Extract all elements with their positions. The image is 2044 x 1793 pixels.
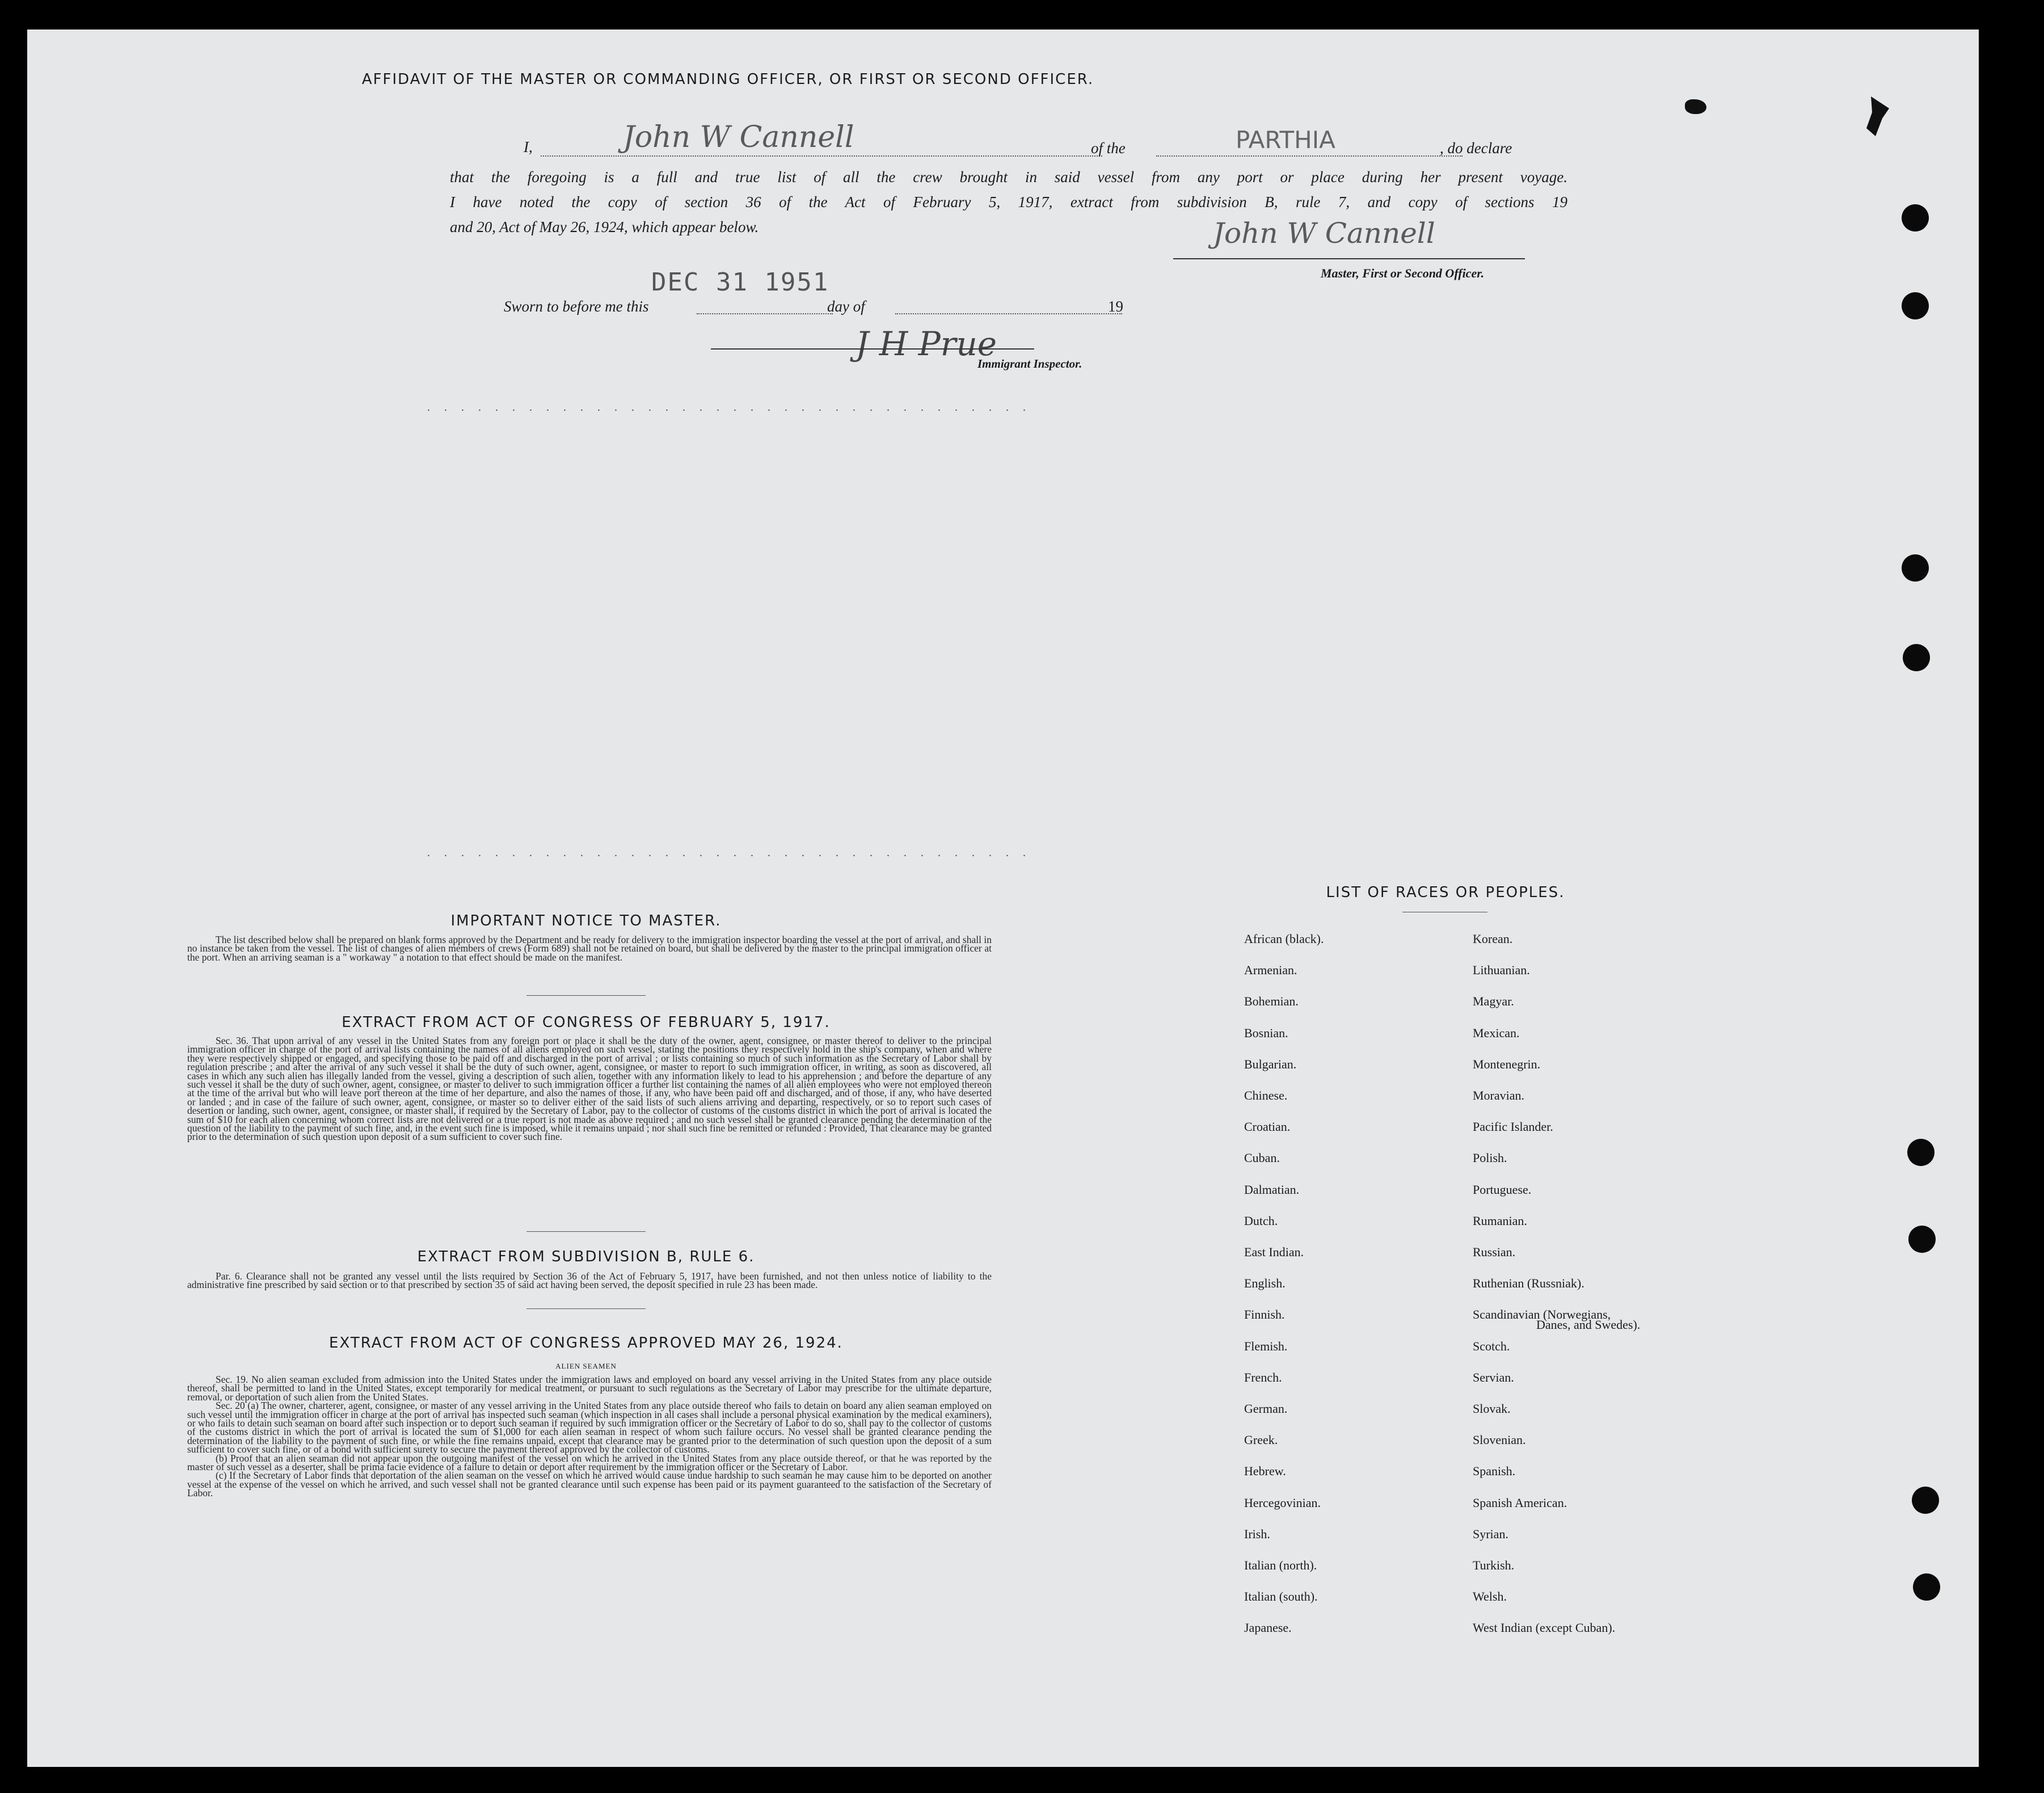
sworn-day-line <box>697 313 833 314</box>
affidavit-line-2: I have noted the copy of section 36 of the Act of February 5, 1917, extract from subdivision B, rule 7, and copy of sections 19 <box>450 193 1567 211</box>
punch-hole <box>1912 1487 1939 1514</box>
extract-1917-title: EXTRACT FROM ACT OF CONGRESS OF FEBRUARY 5, 1917. <box>342 1014 831 1031</box>
subdivision-title: EXTRACT FROM SUBDIVISION B, RULE 6. <box>417 1248 755 1265</box>
right-race-item: Rumanian. <box>1473 1213 1527 1228</box>
left-race-item: Italian (north). <box>1244 1558 1317 1572</box>
sec-20c-paragraph: (c) If the Secretary of Labor finds that deportation of the alien seaman on the vessel on which he arrived would cause undue hardship to such seaman he may cause him to be deported on another vessel at the expense of the vessel on which he arrived, and such vessel shall not be granted clearance until such expense has been paid or its payment guaranteed to the satisfaction of the Secretary of Labor. <box>187 1470 992 1499</box>
right-race-item: Scandinavian (Norwegians, <box>1473 1307 1611 1322</box>
affidavit-title: AFFIDAVIT OF THE MASTER OR COMMANDING OFFICER, OR FIRST OR SECOND OFFICER. <box>361 71 1094 88</box>
vessel-line <box>1156 155 1463 157</box>
subdivision-text <box>187 1272 992 1290</box>
right-race-item: Servian. <box>1473 1370 1514 1384</box>
notice-text <box>187 936 992 962</box>
inspector-signature: J H Prue <box>855 325 997 363</box>
punch-hole <box>1908 1226 1936 1253</box>
sworn-label: Sworn to before me this <box>504 298 649 315</box>
left-race-item: Dalmatian. <box>1244 1182 1300 1197</box>
left-race-item: Finnish. <box>1244 1307 1285 1322</box>
left-race-item: French. <box>1244 1370 1282 1384</box>
document-page <box>27 30 1979 1767</box>
left-race-item: Flemish. <box>1244 1339 1288 1353</box>
signature-caption: Master, First or Second Officer. <box>1321 266 1485 280</box>
day-of-label: day of <box>827 298 865 315</box>
inspector-line <box>711 348 1034 350</box>
punch-hole <box>1902 292 1929 319</box>
left-race-item: Bulgarian. <box>1244 1057 1297 1071</box>
notice-paragraph: The list described below shall be prepared on blank forms approved by the Department and be ready for delivery to the immigration inspector boarding the vessel at the port of arrival, and shall in no instance be taken from the vessel. The list of changes of alien members of crews (Form 689) shall not be retained on board, but shall be delivered by the master to the principal immigration officer at the port. When an arriving seaman is a " workaway " a notation to that effect should be made on the manifest. <box>187 934 992 963</box>
master-signature: John W Cannell <box>1213 217 1435 250</box>
right-race-item: Spanish. <box>1473 1464 1516 1479</box>
right-race-item: West Indian (except Cuban). <box>1473 1621 1616 1635</box>
sec-20b-paragraph: (b) Proof that an alien seaman did not appear upon the outgoing manifest of the vessel on which he arrived in the United States from any place outside thereof, or that he was reported by the master of such vessel as a deserter, shall be prima facie evidence of a failure to detain or deport after requirement by the immigration officer or the Secretary of Labor. <box>187 1452 992 1473</box>
divider <box>526 1231 646 1232</box>
left-race-item: Hebrew. <box>1244 1464 1286 1479</box>
left-race-item: Cuban. <box>1244 1151 1280 1165</box>
affidavit-line-3: and 20, Act of May 26, 1924, which appear below. <box>450 218 759 235</box>
right-race-item: Slovenian. <box>1473 1433 1526 1447</box>
left-race-item: Hercegovinian. <box>1244 1495 1321 1510</box>
right-race-item: Mexican. <box>1473 1025 1520 1040</box>
race-scandinavian-continued: Danes, and Swedes). <box>1536 1318 1641 1332</box>
divider <box>526 995 646 996</box>
right-race-item: Syrian. <box>1473 1526 1508 1541</box>
left-race-item: Chinese. <box>1244 1088 1288 1102</box>
right-race-item: Montenegrin. <box>1473 1057 1541 1071</box>
left-race-item: Armenian. <box>1244 963 1297 978</box>
right-race-item: Welsh. <box>1473 1589 1507 1604</box>
affidavit-line-1: that the foregoing is a full and true list of all the crew brought in said vessel from any port or place during her present voyage. <box>450 169 1567 186</box>
left-race-item: Dutch. <box>1244 1213 1278 1228</box>
sec-20a-paragraph: Sec. 20 (a) The owner, charterer, agent, consignee, or master of any vessel arriving in the United States from any place outside thereof who fails to detain on board any alien seaman employed on such vessel until the immigration officer in charge at the port of arrival has inspected such seaman (which inspection in all cases shall include a personal physical examination by the medical examiners), or who fails to detain such seaman on board after such inspection or to deport such seaman if required by such immigration officer or the Secretary of Labor to do so, shall pay to the collector of customs of the customs district in which the port of arrival is located the sum of $1,000 for each alien seaman in respect of whom such failure occurs. No vessel shall be granted clearance pending the determination of the liability to the payment of such fine, or while the fine remains unpaid, except that clearance may be granted prior to the determination of such question upon the deposit of a sum sufficient to cover such fine, or of a bond with sufficient surety to secure the payment thereof approved by the collector of customs. <box>187 1400 992 1455</box>
right-race-item: Pacific Islander. <box>1473 1119 1553 1134</box>
extract-1924-title: EXTRACT FROM ACT OF CONGRESS APPROVED MAY 26, 1924. <box>329 1335 843 1352</box>
extract-1917-text <box>187 1037 992 1142</box>
right-race-item: Polish. <box>1473 1151 1507 1165</box>
date-stamp: DEC 31 1951 <box>651 268 829 297</box>
right-race-item: Turkish. <box>1473 1558 1515 1572</box>
right-race-item: Slovak. <box>1473 1401 1511 1416</box>
left-race-item: East Indian. <box>1244 1245 1304 1259</box>
right-race-item: Korean. <box>1473 932 1513 946</box>
inspector-caption: Immigrant Inspector. <box>977 357 1082 371</box>
alien-seamen-subtitle: ALIEN SEAMEN <box>555 1362 617 1370</box>
left-race-item: Bosnian. <box>1244 1025 1288 1040</box>
punch-hole <box>1902 554 1929 582</box>
signature-line <box>1173 258 1525 259</box>
guide-dots: . . . . . . . . . . . . . . . . . . . . . . . . . . . . . . . . . . . . <box>427 401 1031 414</box>
punch-hole <box>1907 1139 1935 1166</box>
right-race-item: Ruthenian (Russniak). <box>1473 1276 1584 1291</box>
punch-hole <box>1903 644 1930 671</box>
left-race-item: Japanese. <box>1244 1621 1292 1635</box>
left-race-item: Irish. <box>1244 1526 1270 1541</box>
sworn-month-line <box>895 313 1122 314</box>
extract-1917-paragraph: Sec. 36. That upon arrival of any vessel in the United States from any foreign port or place it shall be the duty of the owner, agent, consignee, or master thereof to deliver to the principal immigration officer in charge of the port of arrival lists containing the names of all aliens employed on such vessel, stating the positions they respectively hold in the ship's company, when and where they were respectively shipped or engaged, and specifying those to be paid off and discharged in the port of arrival ; or lists containing so much of such information as the Secretary of Labor shall by regulation prescribe ; and after the arrival of any such vessel it shall be the duty of such owner, agent, consignee, or master to report to such immigration officer, in writing, as soon as discovered, all cases in which any such alien has illegally landed from the vessel, giving a description of such alien, together with any information likely to lead to his apprehension ; and before the departure of any such vessel it shall be the duty of such owner, agent, consignee, or master to deliver to such immigration officer a further list containing the names of all alien employees who were not employed thereon at the time of the arrival but who will leave port thereon at the time of her departure, and also the names of those, if any, who have been paid off and discharged, and of those, if any, who have deserted or landed ; and in case of the failure of such owner, agent, consignee, or master so to deliver either of the said lists of such aliens arriving and departing, respectively, or so to report such cases of desertion or landing, such owner, agent, consignee, or master shall, if required by the Secretary of Labor, pay to the collector of customs of the customs district in which the port of arrival is located the sum of $10 for each alien concerning whom correct lists are not delivered or a true report is not made as above required ; and no such vessel shall be granted clearance pending the determination of the question of the liability to the payment of such fine, and, in the event such fine is imposed, while it remains unpaid ; nor shall such fine be remitted or refunded : Provided, That clearance may be granted prior to the determination of such question upon deposit of a sum sufficient to cover such fine. <box>187 1035 992 1143</box>
subdivision-paragraph: Par. 6. Clearance shall not be granted any vessel until the lists required by Section 36 of the Act of February 5, 1917, have been furnished, and not then unless notice of liability to the administrative fine prescribed by said section or to that prescribed by section 35 of said act having been served, the deposit specified in rule 23 has been made. <box>187 1270 992 1291</box>
year-prefix: 19 <box>1108 298 1123 315</box>
right-race-item: Moravian. <box>1473 1088 1525 1102</box>
left-race-item: Bohemian. <box>1244 994 1299 1009</box>
punch-hole <box>1913 1573 1940 1601</box>
sec-19-paragraph: Sec. 19. No alien seaman excluded from admission into the United States under the immigration laws and employed on board any vessel arriving in the United States from any place outside thereof, shall be permitted to land in the United States, except temporarily for medical treatment, or pursuant to such regulations as the Secretary of Labor may prescribe for the ultimate departure, removal, or deportation of such alien from the United States. <box>187 1374 992 1403</box>
i-label: I, <box>524 138 533 155</box>
divider <box>526 1308 646 1309</box>
right-race-item: Russian. <box>1473 1245 1516 1259</box>
left-race-item: Croatian. <box>1244 1119 1291 1134</box>
punch-hole <box>1902 204 1929 232</box>
notice-title: IMPORTANT NOTICE TO MASTER. <box>450 912 722 929</box>
races-title: LIST OF RACES OR PEOPLES. <box>1326 884 1565 901</box>
extract-1924-text <box>187 1375 992 1498</box>
guide-dots: . . . . . . . . . . . . . . . . . . . . . . . . . . . . . . . . . . . . <box>427 847 1031 859</box>
of-the-label: of the <box>1091 140 1126 157</box>
left-race-item: German. <box>1244 1401 1288 1416</box>
right-race-item: Spanish American. <box>1473 1495 1567 1510</box>
left-race-item: Italian (south). <box>1244 1589 1318 1604</box>
right-race-item: Lithuanian. <box>1473 963 1530 978</box>
do-declare-label: , do declare <box>1440 140 1512 157</box>
vessel-name-stamp: PARTHIA <box>1236 126 1335 154</box>
right-race-item: Portuguese. <box>1473 1182 1532 1197</box>
left-race-item: English. <box>1244 1276 1286 1291</box>
left-race-item: African (black). <box>1244 932 1324 946</box>
left-race-item: Greek. <box>1244 1433 1278 1447</box>
ink-mark <box>1685 99 1706 114</box>
master-name-handwriting: John W Cannell <box>623 120 854 154</box>
right-race-item: Scotch. <box>1473 1339 1510 1353</box>
name-line <box>541 155 1102 157</box>
right-race-item: Magyar. <box>1473 994 1514 1009</box>
